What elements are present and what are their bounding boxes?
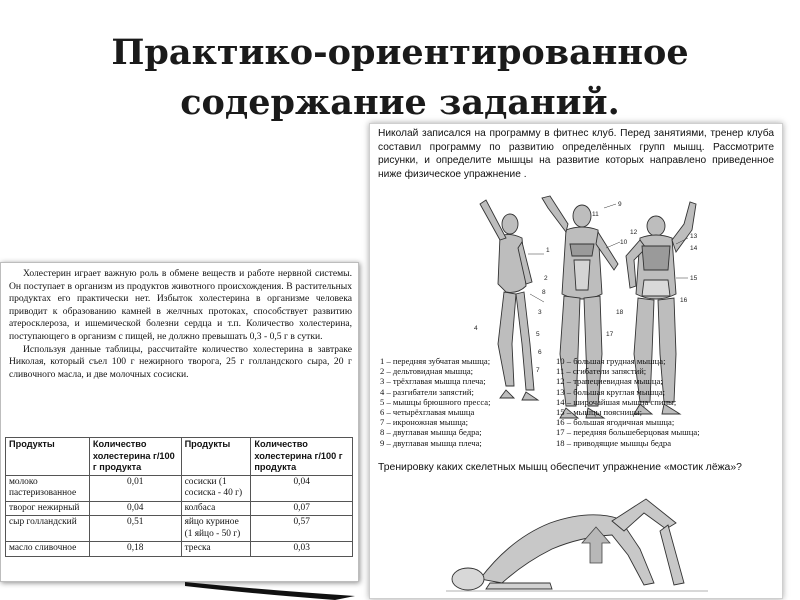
legend-item: 6 – четырёхглавая мышца: [380, 407, 475, 418]
legend-item: 16 – большая ягодичная мышца;: [556, 417, 675, 428]
legend-item: 8 – двуглавая мышца бедра;: [380, 427, 482, 438]
table-cell: 0,57: [251, 516, 353, 542]
figure-number-label: 16: [680, 297, 688, 304]
figure-number-label: 14: [690, 245, 698, 252]
table-cell: молоко пастеризованное: [6, 475, 90, 501]
legend-item: 12 – трапециевидная мышца;: [556, 376, 663, 387]
figure-number-label: 2: [544, 275, 548, 282]
cholesterol-paragraph-2: Используя данные таблицы, рассчитайте количество холестерина в завтраке Николая, который съел 100 г нежирного творога, 25 г голландского сыра, 20 г сливочного масла, и две молочных сосиски.: [9, 343, 352, 380]
legend-item: 1 – передняя зубчатая мышца;: [380, 356, 491, 366]
figure-number-label: 17: [606, 331, 614, 338]
legend-item: 7 – икроножная мышца;: [380, 417, 469, 428]
figure-number-label: 4: [474, 325, 478, 332]
table-cell: сыр голландский: [6, 516, 90, 542]
legend-item: 10 – большая грудная мышца;: [556, 356, 666, 366]
bridge-exercise-illustration: [440, 479, 720, 597]
table-row: [6, 501, 353, 516]
figure-number-label: 10: [620, 239, 628, 246]
table-cell: колбаса: [181, 501, 251, 516]
legend-item: 13 – большая круглая мышца;: [556, 386, 666, 397]
figure-number-label: 8: [542, 289, 546, 296]
muscle-legend-column-left: [380, 356, 548, 448]
table-cell: 0,03: [251, 542, 353, 557]
bridge-figure-head: [452, 568, 484, 590]
table-row: [6, 516, 353, 542]
table-cell: яйцо куриное (1 яйцо - 50 г): [181, 516, 251, 542]
slide-title-line-1: Практико-ориентированное: [111, 32, 689, 73]
table-cell: 0,04: [89, 501, 181, 516]
figure-number-label: 12: [630, 229, 638, 236]
table-header: Количество холестерина г/100 г продукта: [251, 438, 353, 476]
table-cell: 0,04: [251, 475, 353, 501]
slide-title-line-2: содержание заданий.: [180, 82, 620, 123]
muscle-task-intro: Николай записался на программу в фитнес клуб. Перед занятиями, тренер клуба составил программу по развитию определённых групп мышц. Рассмотрите рисунки, и определите мышцы на развитие которых направлено приведенное ниже физическое упражнение .: [378, 128, 774, 180]
cholesterol-task-card: [0, 262, 359, 582]
figure-number-label: 1: [546, 247, 550, 254]
legend-item: 3 – трёхглавая мышца плеча;: [380, 376, 486, 387]
table-row: [6, 475, 353, 501]
table-header: Продукты: [6, 438, 90, 476]
bridge-figure-shin: [660, 525, 684, 585]
table-cell: 0,01: [89, 475, 181, 501]
table-cell: сосиски (1 сосиска - 40 г): [181, 475, 251, 501]
table-cell: масло сливочное: [6, 542, 90, 557]
table-cell: 0,51: [89, 516, 181, 542]
figure-number-label: 5: [536, 331, 540, 338]
slide-title: [0, 28, 800, 128]
table-header: Продукты: [181, 438, 251, 476]
legend-item: 17 – передняя большеберцовая мышца;: [556, 427, 700, 438]
legend-item: 14 – широчайшая мышца спины;: [556, 396, 677, 407]
bridge-figure-arm: [486, 583, 552, 589]
decorative-swoosh: [185, 578, 355, 600]
cholesterol-paragraph-1: Холестерин играет важную роль в обмене веществ и работе нервной системы. Он поступает в организм из продуктов животного происхождения. В растительных продуктах его практически нет. Избыток холестерина в организме человека приводит к образованию камней в желчных протоках, способствует развитию атеросклероза, и ишемической болезни сердца и т.п. Количество холестерина, поступающего в организм с пищей, не должно превышать 0,3 - 0,5 г в сутки.: [9, 268, 352, 342]
table-header-row: [6, 438, 353, 476]
legend-item: 11 – сгибатели запястий;: [556, 366, 647, 377]
figure-number-label: 15: [690, 275, 698, 282]
table-cell: 0,07: [251, 501, 353, 516]
table-header: Количество холестерина г/100 г продукта: [89, 438, 181, 476]
figure-number-label: 9: [618, 201, 622, 208]
table-cell: 0,18: [89, 542, 181, 557]
legend-item: 18 – приводящие мышцы бедра: [556, 437, 672, 448]
legend-item: 15 – мышцы поясницы;: [556, 407, 642, 418]
figure-number-label: 3: [538, 309, 542, 316]
exercise-question: Тренировку каких скелетных мышц обеспечит упражнение «мостик лёжа»?: [378, 462, 742, 473]
legend-item: 2 – дельтовидная мышца;: [380, 366, 474, 377]
legend-item: 4 – разгибатели запястий;: [380, 386, 474, 397]
cholesterol-text: [9, 268, 352, 381]
muscle-task-card: [369, 123, 783, 599]
table-row: [6, 542, 353, 557]
figure-number-label: 11: [592, 211, 599, 218]
cholesterol-table: [5, 437, 353, 557]
figure-number-label: 18: [616, 309, 624, 316]
figure-number-label: 7: [536, 367, 540, 374]
figure-number-label: 6: [538, 349, 542, 356]
table-cell: творог нежирный: [6, 501, 90, 516]
legend-item: 9 – двуглавая мышца плеча;: [380, 437, 482, 448]
muscle-legend-column-right: [556, 356, 781, 448]
legend-item: 5 – мышцы брюшного пресса;: [380, 396, 491, 407]
table-cell: треска: [181, 542, 251, 557]
figure-number-label: 13: [690, 233, 698, 240]
